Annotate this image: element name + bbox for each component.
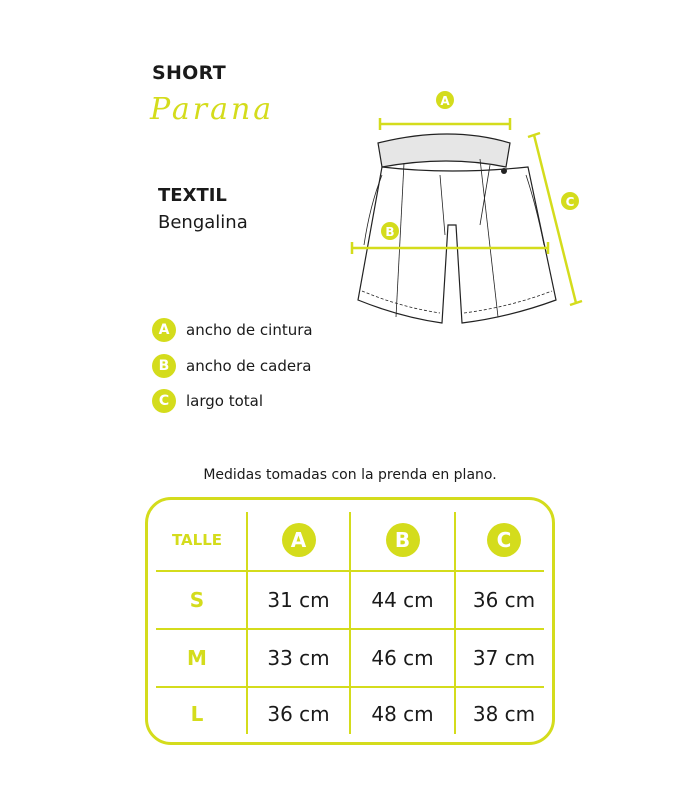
- fabric-value: Bengalina: [158, 212, 248, 233]
- svg-text:A: A: [440, 94, 450, 108]
- legend-item-b: [152, 354, 311, 378]
- legend-text: ancho de cadera: [186, 357, 312, 375]
- size-table: [145, 497, 555, 745]
- size-l: L: [190, 702, 204, 726]
- table-cell: 36 cm: [472, 588, 536, 612]
- size-s: S: [189, 588, 205, 612]
- table-cell: 46 cm: [371, 646, 434, 670]
- badge-b-icon: B: [152, 354, 176, 378]
- badge-c-icon: C: [487, 523, 521, 557]
- header-talle: TALLE: [171, 531, 223, 549]
- badge-b-icon: B: [386, 523, 420, 557]
- table-cell: 37 cm: [472, 646, 536, 670]
- product-type: SHORT: [152, 62, 226, 84]
- legend-item-c: [152, 389, 263, 413]
- table-cell: 31 cm: [267, 588, 330, 612]
- svg-text:B: B: [385, 225, 395, 239]
- table-cell: 44 cm: [371, 588, 434, 612]
- badge-a-icon: A: [152, 318, 176, 342]
- header-b: [351, 510, 454, 570]
- legend-item-a: [152, 318, 313, 342]
- table-cell: 38 cm: [472, 702, 536, 726]
- table-cell: 33 cm: [267, 646, 330, 670]
- legend-text: largo total: [186, 392, 264, 410]
- shorts-diagram: [330, 85, 590, 335]
- measurement-note: Medidas tomadas con la prenda en plano.: [203, 467, 497, 483]
- product-name: Parana: [150, 92, 275, 127]
- table-cell: 36 cm: [267, 702, 330, 726]
- badge-c-icon: C: [152, 389, 176, 413]
- table-cell: 48 cm: [371, 702, 434, 726]
- size-m: M: [187, 646, 207, 670]
- fabric-label: TEXTIL: [158, 185, 227, 206]
- header-a: [248, 510, 349, 570]
- svg-text:C: C: [565, 195, 575, 209]
- badge-a-icon: A: [282, 523, 316, 557]
- header-c: [456, 510, 552, 570]
- legend-text: ancho de cintura: [186, 321, 313, 339]
